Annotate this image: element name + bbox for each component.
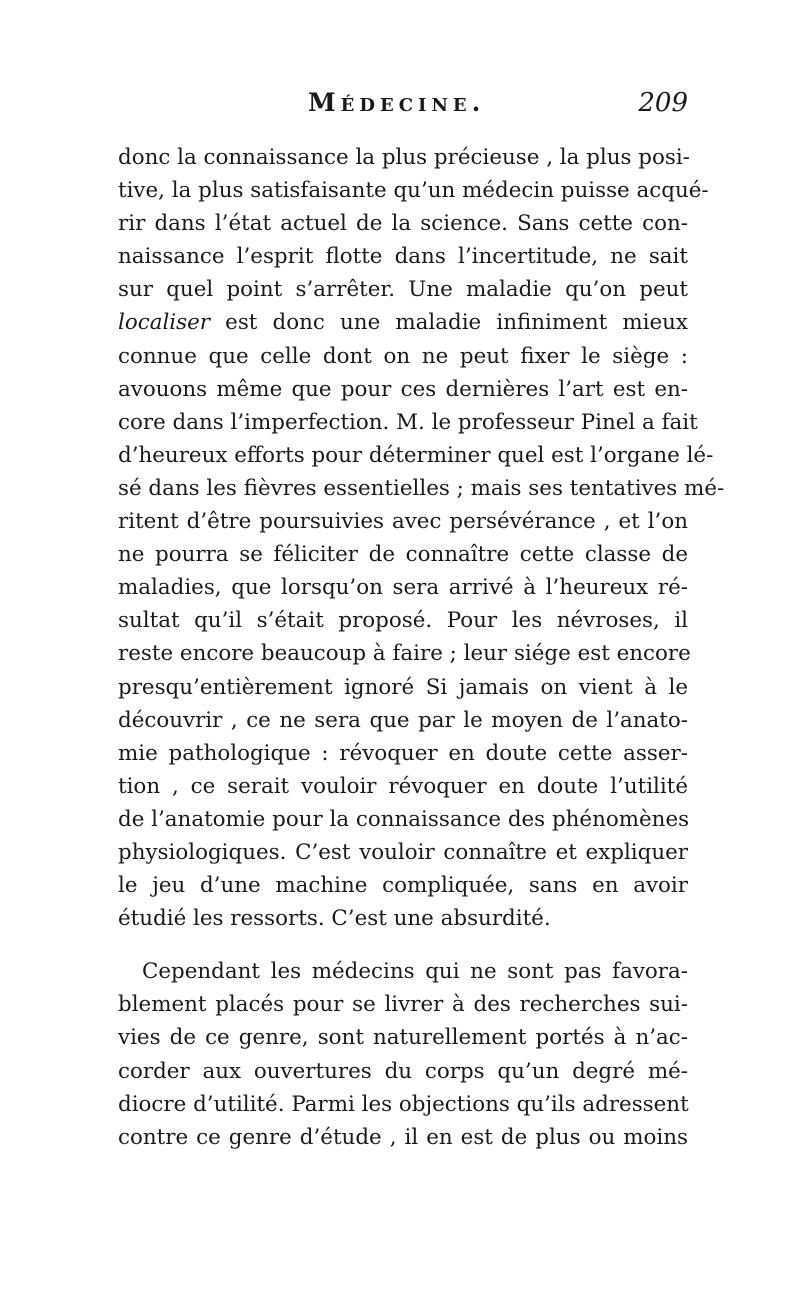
page-number: 209 [638,88,688,118]
text-line: découvrir , ce ne sera que par le moyen de l’anato- [118,707,688,733]
text-line: diocre d’utilité. Parmi les objections qu’ils adressent [118,1091,689,1117]
paragraph-2 [118,955,688,1154]
running-head [118,88,688,128]
text-line: naissance l’esprit flotte dans l’incertitude, ne sait [118,244,688,270]
text-line: sultat qu’il s’était proposé. Pour les névroses, il [118,608,688,634]
text-line: vies de ce genre, sont naturellement portés à n’ac- [118,1025,688,1051]
text-line: core dans l’imperfection. M. le professeur Pinel a fait [118,409,698,435]
italic-word: localiser [118,310,210,336]
body-text [118,141,725,1154]
text-line: mie pathologique : révoquer en doute cette asser- [118,740,688,766]
text-line-with-italic [118,306,688,339]
text-line: donc la connaissance la plus précieuse , la plus posi- [118,145,690,170]
text-line: ritent d’être poursuivies avec persévérance , et l’on [118,509,688,535]
text-line-rest: est donc une maladie infiniment mieux [225,310,688,336]
text-line: étudié les ressorts. C’est une absurdité. [118,906,551,932]
text-line: le jeu d’une machine compliquée, sans en avoir [118,873,688,899]
text-line: d’heureux efforts pour déterminer quel est l’organe lé- [118,442,714,468]
text-line: tion , ce serait vouloir révoquer en doute l’utilité [118,773,688,799]
text-line: maladies, que lorsqu’on sera arrivé à l’heureux ré- [118,575,688,601]
text-line: reste encore beaucoup à faire ; leur siége est encore [118,641,691,667]
text-line: avouons même que pour ces dernières l’art est en- [118,376,688,402]
text-line: sé dans les fièvres essentielles ; mais ses tentatives mé- [118,475,725,501]
text-line: sur quel point s’arrêter. Une maladie qu’on peut [118,277,688,303]
text-line: blement placés pour se livrer à des recherches sui- [118,992,688,1018]
text-line: Cependant les médecins qui ne sont pas favora- [142,959,688,985]
text-line: presqu’entièrement ignoré Si jamais on vient à le [118,674,688,700]
text-line: connue que celle dont on ne peut fixer le siège : [118,343,688,369]
text-line: de l’anatomie pour la connaissance des phénomènes [118,806,690,832]
text-line: ne pourra se féliciter de connaître cette classe de [118,542,688,568]
running-title: Médecine. [308,88,486,117]
paragraph-gap [118,935,688,955]
paragraph-1 [118,141,725,935]
text-line: corder aux ouvertures du corps qu’un degré mé- [118,1058,688,1084]
text-line: rir dans l’état actuel de la science. Sans cette con- [118,211,688,237]
text-line: tive, la plus satisfaisante qu’un médecin puisse acqué- [118,178,709,204]
text-line: physiologiques. C’est vouloir connaître et expliquer [118,839,688,865]
text-line: contre ce genre d’étude , il en est de plus ou moins [118,1124,688,1150]
